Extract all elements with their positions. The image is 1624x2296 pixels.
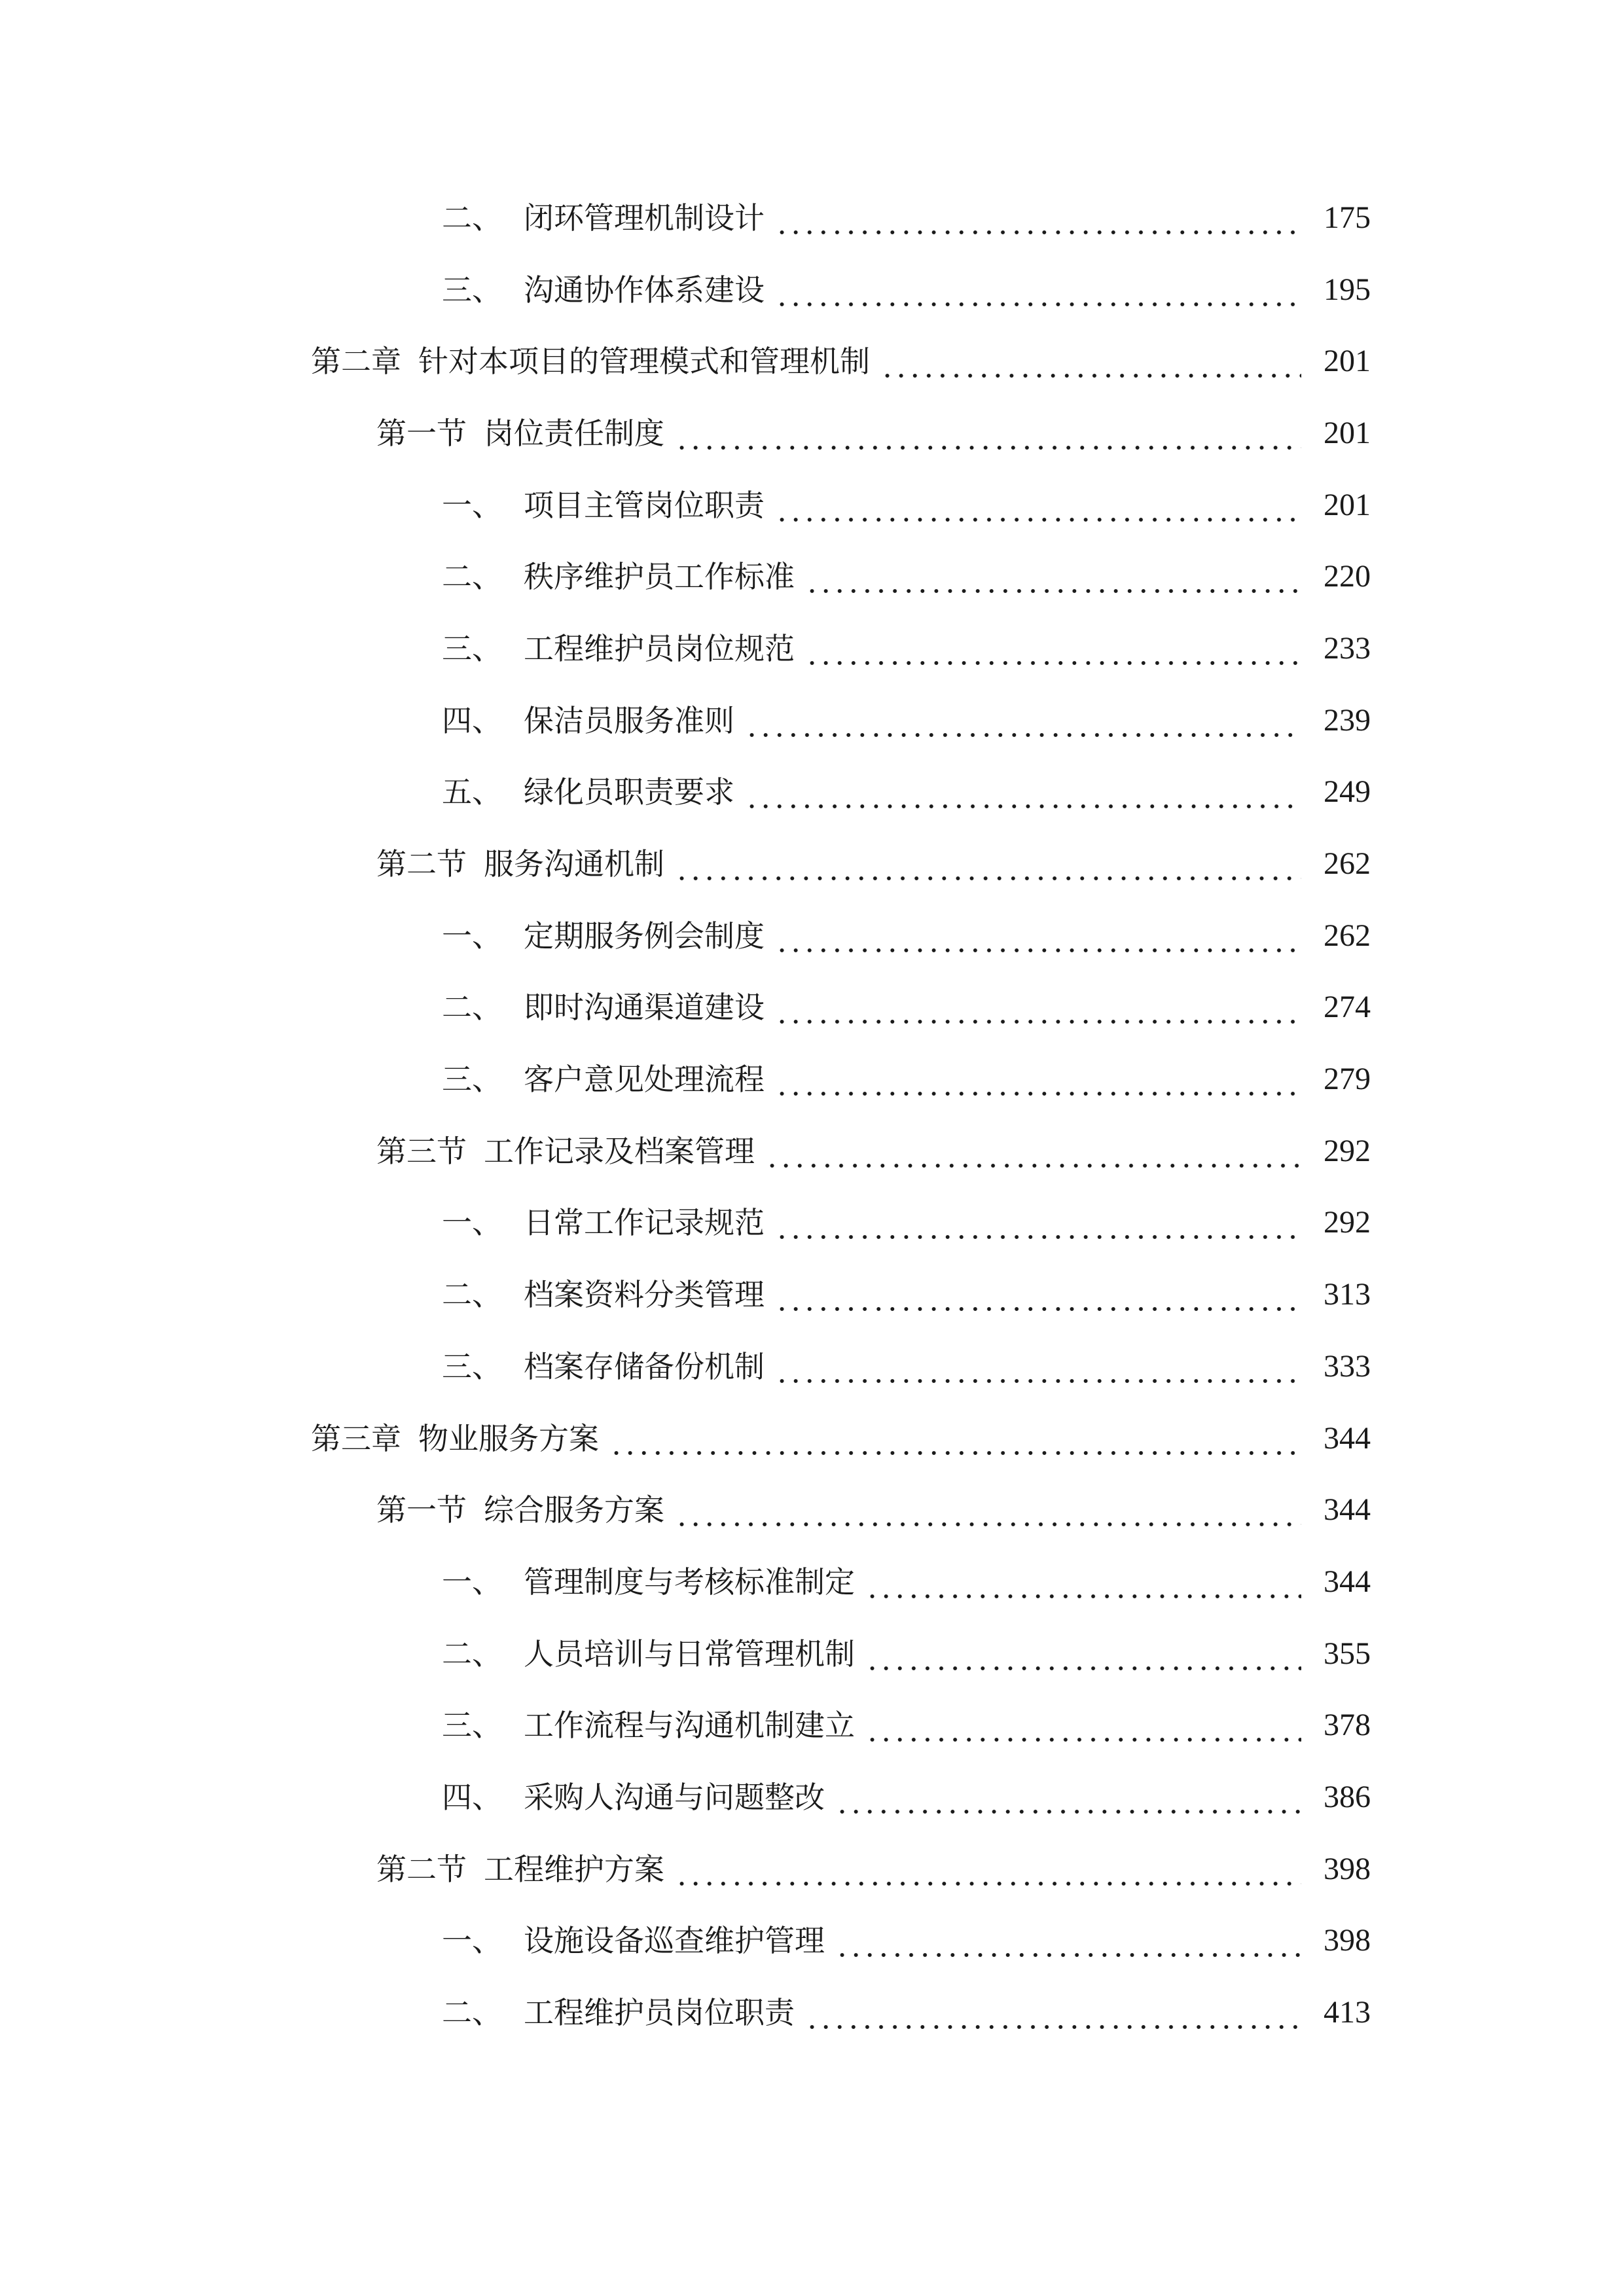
toc-entry[interactable] (0, 613, 1624, 685)
dot-leader (765, 1139, 1301, 1169)
toc-entry-page: 233 (1324, 630, 1371, 666)
dot-leader (835, 1785, 1301, 1815)
toc-entry-title: 定期服务例会制度 (524, 918, 765, 954)
toc-entry-title: 日常工作记录规范 (524, 1205, 765, 1241)
toc-entry-title: 秩序维护员工作标准 (524, 559, 795, 595)
dot-leader (745, 780, 1301, 810)
toc-entry[interactable] (0, 1761, 1624, 1833)
toc-entry-page: 333 (1324, 1348, 1371, 1384)
toc-entry-title: 工程维护员岗位规范 (524, 630, 795, 666)
toc-entry[interactable] (0, 757, 1624, 829)
dot-leader (775, 1210, 1301, 1240)
toc-entry-page: 249 (1324, 774, 1371, 810)
toc-entry-title: 采购人沟通与问题整改 (524, 1779, 825, 1815)
toc-entry-number: 第三节 (376, 1133, 467, 1169)
toc-entry[interactable] (0, 900, 1624, 972)
toc-entry-page: 292 (1324, 1133, 1371, 1168)
dot-leader (775, 1067, 1301, 1097)
toc-entry[interactable] (0, 1187, 1624, 1259)
toc-entry-title: 保洁员服务准则 (524, 702, 734, 738)
toc-entry-page: 274 (1324, 990, 1371, 1025)
toc-entry-title: 设施设备巡查维护管理 (524, 1923, 825, 1959)
toc-entry-page: 279 (1324, 1062, 1371, 1097)
toc-entry[interactable] (0, 182, 1624, 254)
toc-entry-page: 344 (1324, 1492, 1371, 1528)
toc-entry-number: 一、 (442, 918, 502, 954)
toc-entry-title: 闭环管理机制设计 (524, 200, 765, 236)
dot-leader (865, 1641, 1301, 1672)
toc-entry-title: 工程维护方案 (484, 1851, 664, 1887)
toc-entry-number: 一、 (442, 1205, 502, 1241)
dot-leader (775, 493, 1301, 523)
toc-entry[interactable] (0, 1905, 1624, 1977)
toc-entry-title: 岗位责任制度 (484, 415, 664, 451)
toc-entry-title: 档案资料分类管理 (524, 1277, 765, 1313)
dot-leader (880, 349, 1301, 379)
toc-entry-title: 即时沟通渠道建设 (524, 990, 765, 1026)
toc-entry[interactable] (0, 1689, 1624, 1761)
toc-entry[interactable] (0, 254, 1624, 326)
toc-entry-title: 综合服务方案 (484, 1492, 664, 1528)
dot-leader (805, 2000, 1301, 2030)
toc-entry-number: 三、 (442, 630, 502, 666)
toc-entry[interactable] (0, 1331, 1624, 1403)
toc-entry-number: 三、 (442, 1348, 502, 1384)
dot-leader (865, 1713, 1301, 1743)
toc-entry[interactable] (0, 1403, 1624, 1475)
toc-entry[interactable] (0, 828, 1624, 900)
toc-entry-title: 管理制度与考核标准制定 (524, 1564, 855, 1600)
toc-entry[interactable] (0, 1546, 1624, 1618)
toc-entry-title: 工程维护员岗位职责 (524, 1995, 795, 2031)
table-of-contents (0, 182, 1624, 2049)
toc-entry-page: 344 (1324, 1420, 1371, 1456)
toc-entry-number: 第二节 (376, 846, 467, 882)
toc-entry-page: 355 (1324, 1636, 1371, 1671)
dot-leader (805, 636, 1301, 666)
toc-entry-page: 262 (1324, 846, 1371, 882)
toc-entry-title: 人员培训与日常管理机制 (524, 1636, 855, 1672)
toc-entry-number: 五、 (442, 774, 502, 810)
toc-entry[interactable] (0, 1259, 1624, 1331)
toc-entry-title: 客户意见处理流程 (524, 1062, 765, 1098)
toc-entry-number: 第一节 (376, 1492, 467, 1528)
dot-leader (835, 1928, 1301, 1958)
toc-entry-number: 二、 (442, 1636, 502, 1672)
toc-entry-page: 220 (1324, 559, 1371, 594)
toc-entry-page: 313 (1324, 1277, 1371, 1312)
dot-leader (775, 206, 1301, 236)
toc-entry[interactable] (0, 1043, 1624, 1115)
dot-leader (775, 278, 1301, 308)
toc-entry-number: 第二节 (376, 1851, 467, 1887)
toc-entry-number: 四、 (442, 1779, 502, 1815)
dot-leader (745, 708, 1301, 738)
toc-entry[interactable] (0, 397, 1624, 469)
toc-entry-number: 第一节 (376, 415, 467, 451)
toc-entry-page: 398 (1324, 1851, 1371, 1886)
toc-entry[interactable] (0, 1618, 1624, 1690)
toc-entry[interactable] (0, 685, 1624, 757)
toc-entry-page: 201 (1324, 487, 1371, 522)
toc-entry-page: 413 (1324, 1995, 1371, 2030)
dot-leader (865, 1570, 1301, 1600)
toc-entry-title: 档案存储备份机制 (524, 1348, 765, 1384)
toc-entry-page: 292 (1324, 1205, 1371, 1240)
toc-entry-title: 项目主管岗位职责 (524, 487, 765, 523)
toc-entry-number: 一、 (442, 1564, 502, 1600)
dot-leader (675, 1857, 1301, 1887)
toc-entry[interactable] (0, 1474, 1624, 1546)
toc-entry-page: 201 (1324, 415, 1371, 450)
toc-entry-number: 二、 (442, 1277, 502, 1313)
dot-leader (675, 852, 1301, 882)
toc-entry-title: 沟通协作体系建设 (524, 272, 765, 308)
toc-entry-title: 针对本项目的管理模式和管理机制 (418, 344, 870, 380)
dot-leader (675, 1498, 1301, 1528)
toc-entry-number: 第三章 (311, 1420, 401, 1456)
toc-entry-page: 344 (1324, 1564, 1371, 1599)
toc-entry-number: 第二章 (311, 344, 401, 380)
toc-entry-number: 二、 (442, 559, 502, 595)
toc-entry-page: 201 (1324, 344, 1371, 379)
toc-entry-page: 262 (1324, 918, 1371, 953)
toc-entry[interactable] (0, 1977, 1624, 2049)
toc-entry[interactable] (0, 325, 1624, 397)
toc-entry[interactable] (0, 541, 1624, 613)
toc-entry[interactable] (0, 469, 1624, 541)
toc-entry[interactable] (0, 972, 1624, 1044)
toc-entry[interactable] (0, 1115, 1624, 1187)
dot-leader (609, 1426, 1301, 1456)
dot-leader (775, 924, 1301, 954)
toc-entry-number: 三、 (442, 1062, 502, 1098)
toc-entry-page: 378 (1324, 1708, 1371, 1743)
dot-leader (775, 1282, 1301, 1312)
toc-entry-title: 物业服务方案 (418, 1420, 599, 1456)
toc-entry-page: 195 (1324, 272, 1371, 307)
toc-entry-title: 绿化员职责要求 (524, 774, 734, 810)
toc-entry-page: 239 (1324, 702, 1371, 738)
toc-entry-number: 一、 (442, 1923, 502, 1959)
toc-entry-number: 二、 (442, 990, 502, 1026)
dot-leader (775, 995, 1301, 1025)
toc-entry-page: 398 (1324, 1923, 1371, 1958)
toc-entry-page: 386 (1324, 1779, 1371, 1814)
dot-leader (675, 421, 1301, 451)
toc-entry-number: 三、 (442, 1708, 502, 1744)
toc-entry-page: 175 (1324, 200, 1371, 235)
toc-entry-number: 一、 (442, 487, 502, 523)
dot-leader (775, 1354, 1301, 1384)
toc-entry-number: 二、 (442, 200, 502, 236)
toc-entry[interactable] (0, 1833, 1624, 1905)
toc-entry-number: 三、 (442, 272, 502, 308)
toc-entry-title: 工作流程与沟通机制建立 (524, 1708, 855, 1744)
toc-entry-number: 四、 (442, 702, 502, 738)
toc-entry-number: 二、 (442, 1995, 502, 2031)
toc-entry-title: 服务沟通机制 (484, 846, 664, 882)
toc-entry-title: 工作记录及档案管理 (484, 1133, 755, 1169)
dot-leader (805, 564, 1301, 594)
